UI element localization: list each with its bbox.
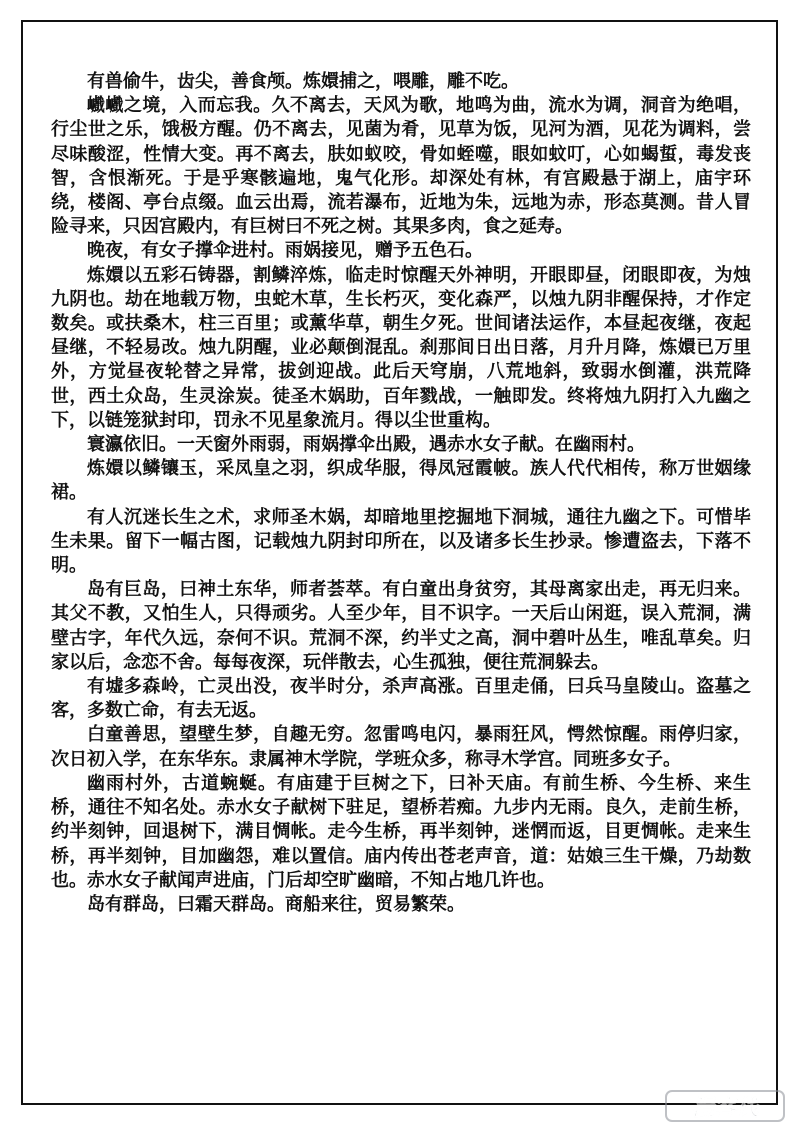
document-body — [51, 70, 751, 917]
paragraph: 巇巇之境，入而忘我。久不离去，天风为歌，地鸣为曲，流水为调，洞音为绝唱，行尘世之乐，饿极方醒。仍不离去，见菌为肴，见草为饭，见河为酒，见花为调料，尝尽味酸涩，性情大变。再不离去，肤如蚁咬，骨如蛭噬，眼如蚊叮，心如蝎蜇，毒发丧智，含恨渐死。于是乎寒骸遍地，鬼气化形。却深处有林，有宫殿悬于湖上，庙宇环绕，楼阁、亭台点缀。血云出焉，流若瀑布，近地为朱，远地为赤，形态莫测。昔人冒险寻来，只因宫殿内，有巨树曰不死之树。其果多肉，食之延寿。 — [51, 95, 751, 238]
paragraph: 有兽偷牛，齿尖，善食颅。炼嬛捕之，喂雕，雕不吃。 — [87, 71, 519, 92]
paragraph: 炼嬛以鳞镶玉，采凤皇之羽，织成华服，得凤冠霞帔。族人代代相传，称万世姻缘裙。 — [51, 458, 751, 504]
paragraph: 有人沉迷长生之术，求师圣木娲，却暗地里挖掘地下洞城，通往九幽之下。可惜毕生未果。留下一幅古图，记载烛九阴封印所在，以及诸多长生抄录。惨遭盗去，下落不明。 — [51, 506, 751, 577]
paragraph: 岛有巨岛，曰神土东华，师者荟萃。有白童出身贫穷，其母离家出走，再无归来。其父不教，又怕生人，只得顽劣。人至少年，目不识字。一天后山闲逛，误入荒洞，满壁古字，年代久远，奈何不识。荒洞不深，约半丈之高，洞中碧叶丛生，唯乱草矣。归家以后，念恋不舍。每每夜深，玩伴散去，心生孤独，便往荒洞躲去。 — [51, 579, 751, 673]
paragraph: 炼嬛以五彩石铸器，割鳞淬炼，临走时惊醒天外神明，开眼即昼，闭眼即夜，为烛九阴也。劫在地载万物，虫蛇木草，生长朽灭，变化森严，以烛九阴非醒保持，才作定数矣。或扶桑木，柱三百里；或薰华草，朝生夕死。世间诸法运作，本昼起夜继，夜起昼继，不轻易改。烛九阴醒，业必颠倒混乱。刹那间日出日落，月升月降，炼嬛已万里外，方觉昼夜轮替之异常，拔剑迎战。此后天穹崩，八荒地斜，致弱水倒灌，洪荒降世，西土众岛，生灵涂炭。徒圣木娲助，百年戮战，一触即发。终将烛九阴打入九幽之下，以链笼狱封印，罚永不见星象流月。得以尘世重构。 — [51, 264, 751, 431]
paragraph: 幽雨村外，古道蜿蜒。有庙建于巨树之下，曰补天庙。有前生桥、今生桥、来生桥，通往不知名处。赤水女子献树下驻足，望桥若痴。九步内无雨。良久，走前生桥，约半刻钟，回退树下，满目惆帐。走今生桥，再半刻钟，迷惘而返，目更惆帐。走来生桥，再半刻钟，目加幽怨，难以置信。庙内传出苍老声音，道：姑娘三生干燥，乃劫数也。赤水女子献闻声进庙，门后却空旷幽暗，不知占地几许也。 — [51, 772, 751, 891]
paragraph: 有墟多森岭，亡灵出没，夜半时分，杀声高涨。百里走俑，曰兵马皇陵山。盗墓之客，多数亡命，有去无返。 — [51, 676, 751, 722]
paragraph: 晚夜，有女子撑伞进村。雨娲接见，赠予五色石。 — [87, 240, 483, 262]
watermark-text: 漫客栈 — [691, 1096, 759, 1121]
watermark-logo — [664, 1087, 786, 1125]
paragraph: 岛有群岛，曰霜天群岛。商船来往，贸易繁荣。 — [87, 893, 465, 915]
paragraph: 白童善思，望壁生梦，自趣无穷。忽雷鸣电闪，暴雨狂风，愕然惊醒。雨停归家，次日初入学，在东华东。隶属神木学院，学班众多，称寻木学宫。同班多女子。 — [51, 724, 751, 770]
paragraph: 寰瀛依旧。一天窗外雨弱，雨娲撑伞出殿，遇赤水女子献。在幽雨村。 — [87, 434, 645, 456]
